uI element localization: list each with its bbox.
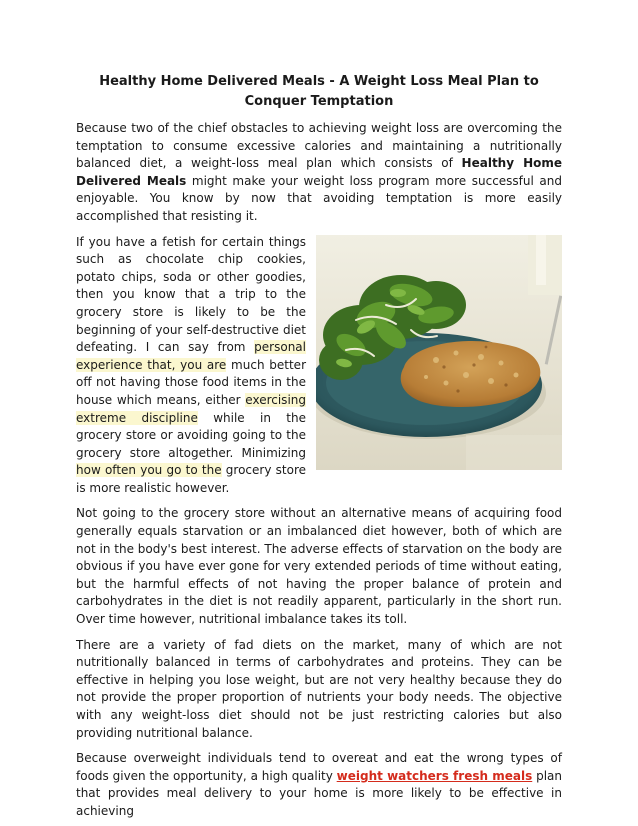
document-page bbox=[76, 72, 562, 821]
paragraph-meal-plan-after: plan that provides meal delivery to your home is more likely to be effective in achieving bbox=[76, 768, 562, 818]
paragraph-fad-diets: There are a variety of fad diets on the market, many of which are not nutritionally balanced in terms of carbohydrates and proteins. They can be effective in helping you lose weight, but are not very healthy because they do not provide the proper proportion of nutrients your body needs. The objective with any weight-loss diet should not be just restricting calories but also providing nutritional balance. bbox=[76, 637, 562, 740]
weight-watchers-fresh-meals-link[interactable]: weight watchers fresh meals bbox=[336, 768, 533, 783]
paragraph-meal-plan-before: Because overweight individuals tend to overeat and eat the wrong types of foods given the opportunity, a high quality bbox=[76, 751, 562, 783]
healthy-home-delivered-meals-bold: Healthy Home Delivered Meals bbox=[76, 156, 562, 188]
meal-photo-image bbox=[316, 235, 562, 470]
paragraph-meal-plan bbox=[76, 750, 562, 820]
highlight-exercising-discipline: exercising extreme discipline bbox=[76, 392, 306, 425]
image-text-block bbox=[76, 234, 562, 498]
highlight-personal-experience: personal experience that, you are bbox=[76, 340, 306, 372]
paragraph-grocery-part1: If you have a fetish for certain things such as chocolate chip cookies, potato chips, soda or other goodies, then you know that a trip to the grocery store is likely to be the beginning of your self-destructive diet defeating. I can say from bbox=[76, 234, 306, 355]
paragraph-intro-before: Because two of the chief obstacles to achieving weight loss are overcoming the temptation to consume excessive calories and maintaining a nutritionally balanced diet, a weight-loss meal plan which consists of bbox=[76, 121, 562, 171]
highlight-how-often: how often you go to the bbox=[76, 463, 222, 478]
paragraph-intro bbox=[76, 120, 562, 226]
paragraph-grocery-part3: while in the grocery store or avoiding going to the grocery store altogether. Minimizing bbox=[76, 410, 306, 460]
paragraph-grocery-part4: grocery store is more realistic however. bbox=[76, 463, 306, 495]
paragraph-grocery-part2: much better off not having those food items in the house which means, either bbox=[76, 357, 307, 407]
paragraph-starvation: Not going to the grocery store without an alternative means of acquiring food generally equals starvation or an imbalanced diet however, both of which are not in the body's best interest. The adverse effects of starvation on the body are obvious if you have ever gone for very extended periods of time without eating, but the harmful effects of not having the proper balance of protein and carbohydrates in the diet is not readily apparent, particularly in the short run. Over time however, nutritional imbalance takes its toll. bbox=[76, 506, 562, 627]
document-title: Healthy Home Delivered Meals - A Weight Loss Meal Plan to Conquer Temptation bbox=[99, 74, 539, 109]
paragraph-intro-after: might make your weight loss program more successful and enjoyable. You know by now that avoiding temptation is more easily accomplished that resisting it. bbox=[76, 173, 562, 223]
